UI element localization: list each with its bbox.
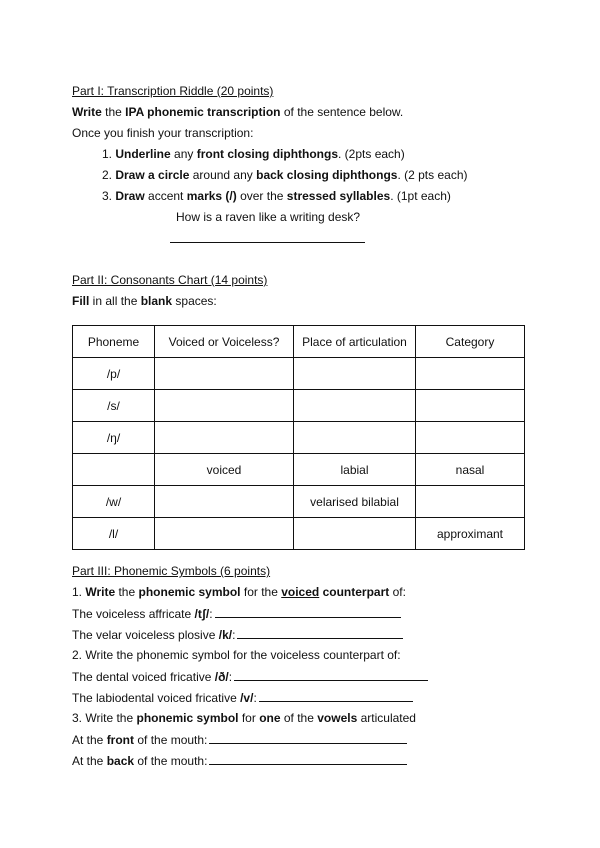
dental-line: The dental voiced fricative /ð/: <box>72 669 428 684</box>
back-vowel-answer-blank[interactable] <box>209 753 407 765</box>
voicing-cell[interactable] <box>155 358 294 390</box>
header-place: Place of articulation <box>294 326 416 358</box>
chart-row-l <box>73 518 525 550</box>
front-vowel-line: At the front of the mouth: <box>72 732 407 747</box>
part1-once-text: Once you finish your transcription: <box>72 126 254 140</box>
place-cell[interactable] <box>294 518 416 550</box>
part2-instruction: Fill in all the blank spaces: <box>72 294 217 308</box>
chart-row-voiced-labial-nasal <box>73 454 525 486</box>
consonants-chart <box>72 325 525 550</box>
velar-answer-blank[interactable] <box>237 627 403 639</box>
chart-row-s <box>73 390 525 422</box>
voicing-cell[interactable] <box>155 422 294 454</box>
part1-instruction: Write the IPA phonemic transcription of the sentence below. <box>72 105 404 119</box>
voicing-cell[interactable] <box>155 518 294 550</box>
labiodental-line: The labiodental voiced fricative /v/: <box>72 690 413 705</box>
chart-row-p <box>73 358 525 390</box>
phoneme-cell: /ŋ/ <box>73 422 155 454</box>
front-vowel-answer-blank[interactable] <box>209 732 407 744</box>
voicing-cell[interactable] <box>155 486 294 518</box>
labiodental-answer-blank[interactable] <box>259 690 413 702</box>
chart-row-eng <box>73 422 525 454</box>
category-cell[interactable] <box>416 358 525 390</box>
category-cell[interactable] <box>416 486 525 518</box>
part3-question-3: 3. Write the phonemic symbol for one of the vowels articulated <box>72 711 416 725</box>
category-cell: nasal <box>416 454 525 486</box>
part1-item-2: 2. Draw a circle around any back closing diphthongs. (2 pts each) <box>102 168 468 182</box>
part1-title: Part I: Transcription Riddle (20 points) <box>72 84 274 98</box>
riddle-sentence: How is a raven like a writing desk? <box>176 210 361 224</box>
phoneme-cell[interactable] <box>73 454 155 486</box>
header-voicing: Voiced or Voiceless? <box>155 326 294 358</box>
part1-item-3: 3. Draw accent marks (/) over the stressed syllables. (1pt each) <box>102 189 451 203</box>
phoneme-cell: /p/ <box>73 358 155 390</box>
chart-row-w <box>73 486 525 518</box>
place-cell[interactable] <box>294 358 416 390</box>
header-phoneme: Phoneme <box>73 326 155 358</box>
part3-title: Part III: Phonemic Symbols (6 points) <box>72 564 271 578</box>
transcription-answer-line[interactable] <box>170 242 365 243</box>
voicing-cell: voiced <box>155 454 294 486</box>
back-vowel-line: At the back of the mouth: <box>72 753 407 768</box>
place-cell[interactable] <box>294 422 416 454</box>
chart-header-row <box>73 326 525 358</box>
part2-title: Part II: Consonants Chart (14 points) <box>72 273 268 287</box>
category-cell[interactable] <box>416 390 525 422</box>
part3-question-1: 1. Write the phonemic symbol for the voiced counterpart of: <box>72 585 406 599</box>
part3-question-2: 2. Write the phonemic symbol for the voiceless counterpart of: <box>72 648 401 662</box>
dental-answer-blank[interactable] <box>234 669 428 681</box>
place-cell[interactable] <box>294 390 416 422</box>
velar-line: The velar voiceless plosive /k/: <box>72 627 403 642</box>
affricate-line: The voiceless affricate /tʃ/: <box>72 606 401 621</box>
place-cell: labial <box>294 454 416 486</box>
part1-item-1: 1. Underline any front closing diphthongs. (2pts each) <box>102 147 405 161</box>
phoneme-cell: /l/ <box>73 518 155 550</box>
voicing-cell[interactable] <box>155 390 294 422</box>
header-category: Category <box>416 326 525 358</box>
phoneme-cell: /s/ <box>73 390 155 422</box>
phoneme-cell: /w/ <box>73 486 155 518</box>
category-cell: approximant <box>416 518 525 550</box>
affricate-answer-blank[interactable] <box>215 606 401 618</box>
category-cell[interactable] <box>416 422 525 454</box>
place-cell: velarised bilabial <box>294 486 416 518</box>
